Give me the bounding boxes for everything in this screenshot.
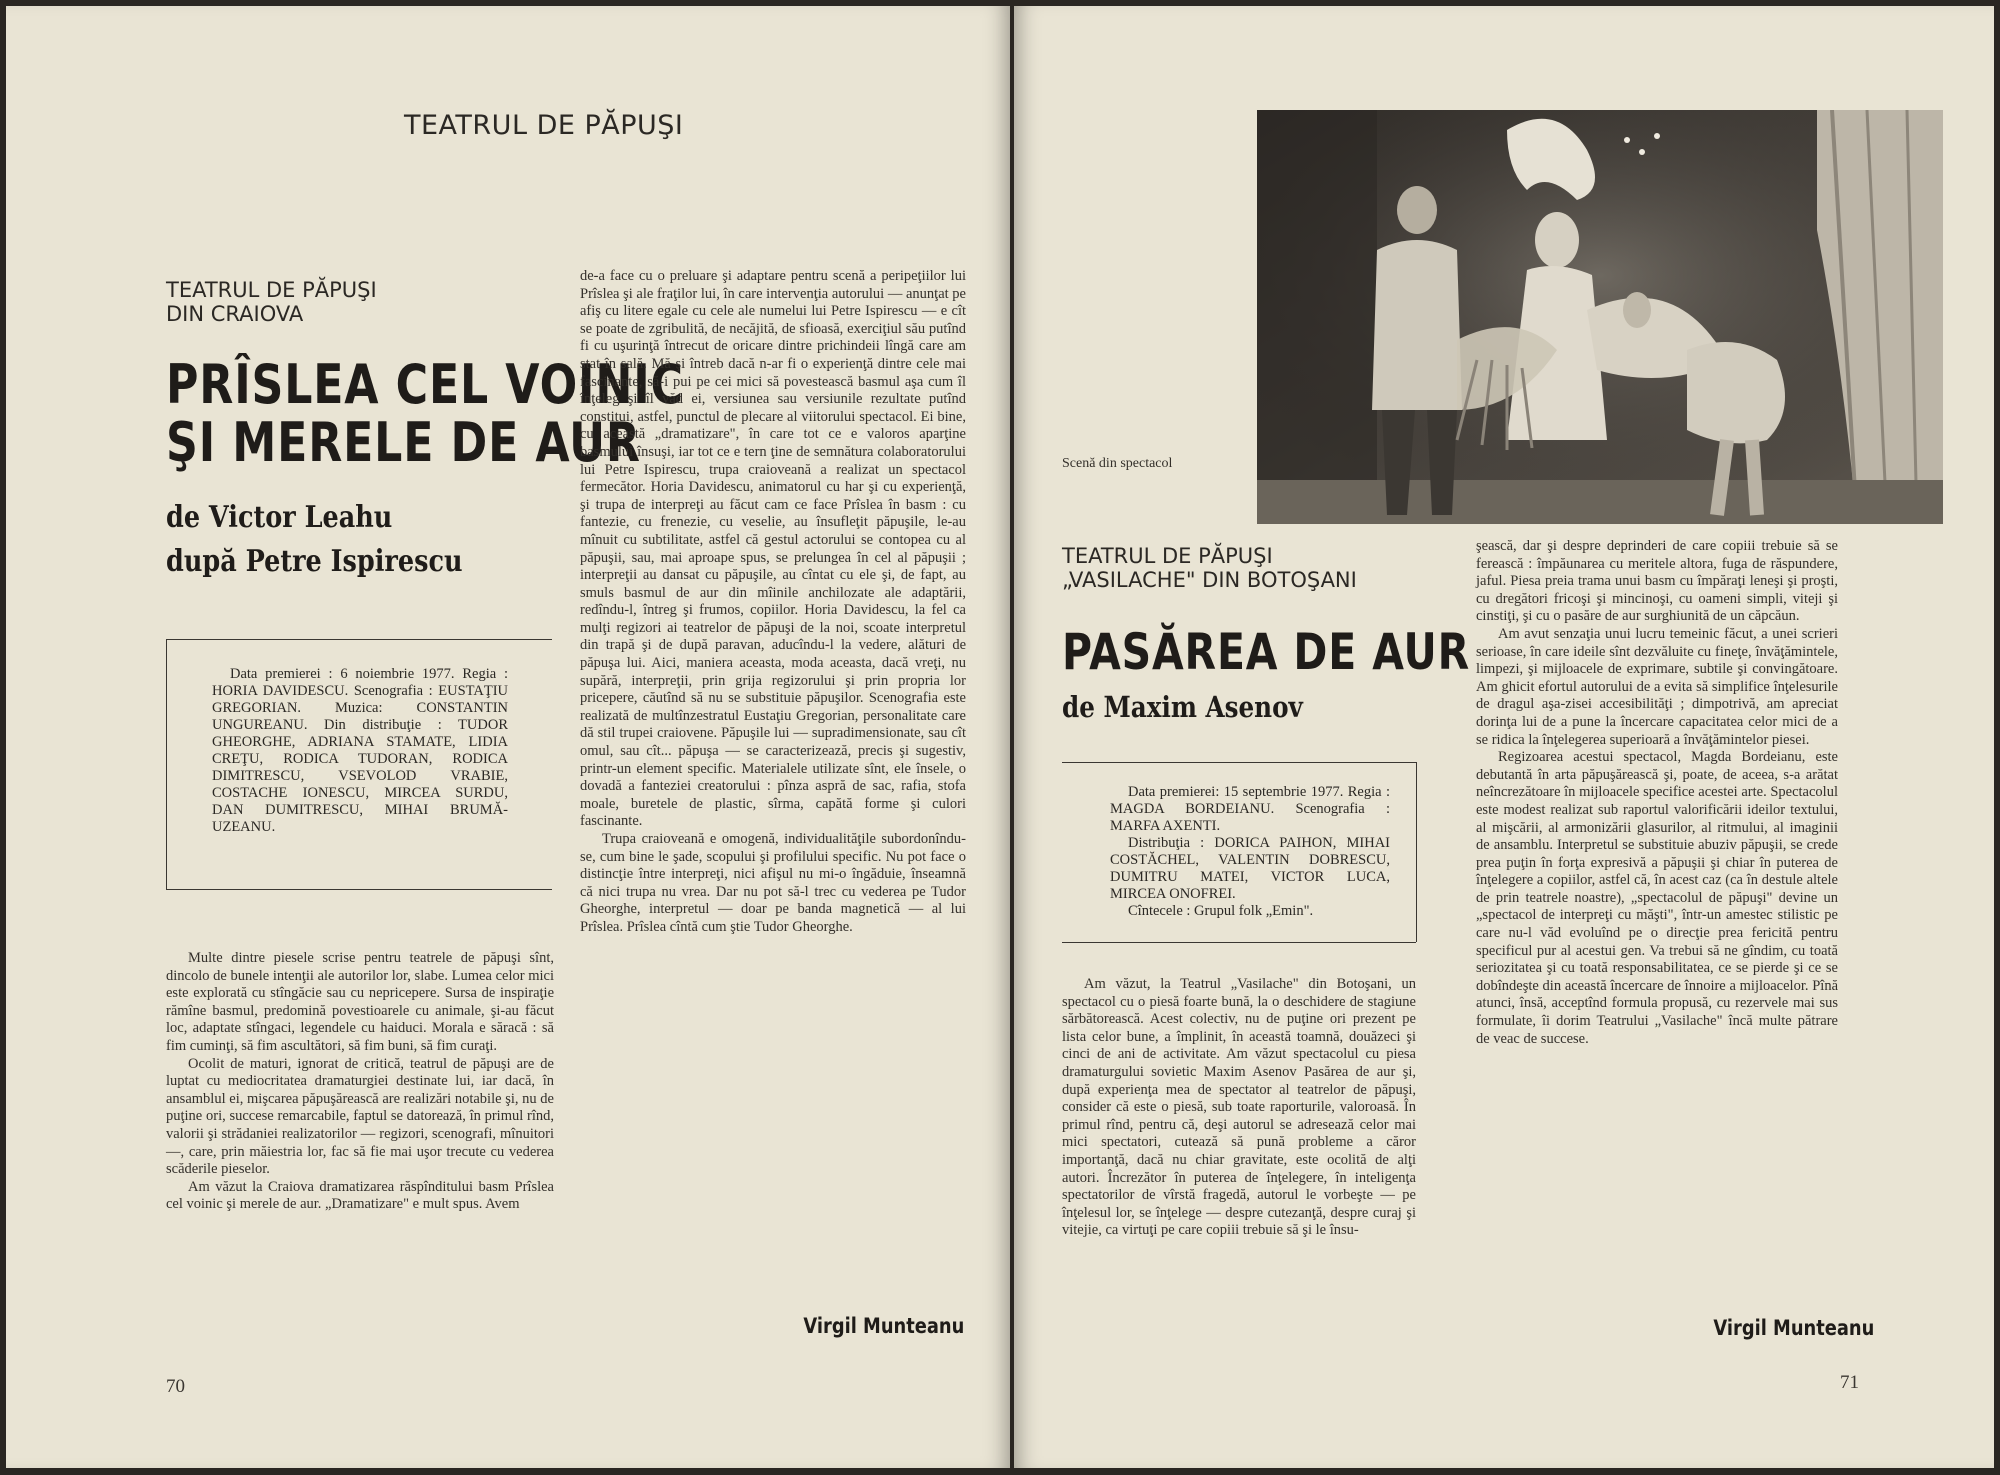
paragraph: de-a face cu o preluare şi adaptare pentru scenă a peripeţiilor lui Prîslea şi ale fraţilor lui, în care intervenţia autorului — anunţat pe afiş cu litere egale cu cele ale numelui lui Petre Ispirescu — e cît se poate de zgribulită, de necăjită, de sfioasă, exerciţiul său putînd fi cu uşurinţă întrecut de oricare dintre prichindeii lîngă care am stat în sală. Mă şi întreb dacă n-ar fi o experienţă dintre cele mai fascinante, să-i pui pe cei mici să povestească basmul aşa cum îl înţeleg şi îl văd ei, versiunea sau versiunile rezultate putînd constitui, astfel, punctul de plecare al viitorului spectacol. Ei bine, cu această „dramatizare", în care tot ce e valoros aparţine basmului însuşi, iar tot ce e tern ţine de semnătura colaboratorului lui Petre Ispirescu, trupa craioveană a realizat un spectacol fermecător. Horia Davidescu, animatorul cu har şi cu experienţă, şi trupa de interpreţi au făcut cam ce face Prîslea în basm : cu fantezie, cu frenezie, cu veselie, au însufleţit păpuşile, le-au mînuit cu subtilitate, astfel că gestul actorului se contopea cu al păpuşii, sau, mai aproape spus, se prelungea în cel al păpuşii ; interpreţii au dansat cu păpuşile, au cîntat cu ele şi, de fapt, au smuls basmul de aur din mîinile anchilozate ale adaptării, redîndu-l, întreg şi frumos, copiilor. Horia Davidescu, la fel ca mulţi regizori ai teatrelor de păpuşi de la noi, scoate interpretul din trapă şi de după paravan, aducîndu-l la vedere, alături de păpuşa lui. Aici, maniera aceasta, moda aceasta, dacă vreţi, nu supără, interpreţii, prin grija regizorului şi prin propria lor pricepere, căutînd să nu se substituie păpuşilor. Scenografia este realizată de multînzestratul Eustaţiu Gregorian, personalitate care dă stil trupei craiovene. Păpuşile lui — supradimensionate, sau cît omul, sau cît... păpuşa — se caracterizează, precis şi sugestiv, printr-un element specific. Materialele utilizate sînt, ele însele, o dovadă a fanteziei creatorului : pînza aspră de sac, rafia, stofa moale, buretele de plastic, sîrma, capătă forme şi culori fascinante. — [580, 268, 966, 830]
theatre-name-line1: TEATRUL DE PĂPUŞI — [166, 278, 377, 302]
page-number: 70 — [166, 1376, 185, 1397]
credits-box — [1110, 784, 1390, 920]
paragraph: Ocolit de maturi, ignorat de critică, teatrul de păpuşi are de luptat cu mediocritatea dramaturgiei destinate lui, iar dacă, în ansamblul ei, mişcarea păpuşărească are realizări notabile şi, nu de puţine ori, succese remarcabile, faptul se datorează, în primul rînd, valorii şi strădaniei realizatorilor — regizori, scenografi, mînuitori —, care, prin măiestria lor, fac să fie mai uşor trecute cu vederea scăderile pieselor. — [166, 1055, 554, 1178]
credits-text: Data premierei: 15 septembrie 1977. Regia : MAGDA BORDEIANU. Scenografia : MARFA AXENTI. — [1110, 784, 1390, 834]
theatre-name-line2: DIN CRAIOVA — [166, 302, 304, 326]
author-byline — [166, 496, 463, 584]
paragraph: Am văzut, la Teatrul „Vasilache" din Botoşani, un spectacol cu o piesă foarte bună, la o deschidere de stagiune sărbătorească. Acest colectiv, nu de puţine ori prezent pe lista celor bune, a împlinit, în această toamnă, douăzeci şi cinci de ani de activitate. Am văzut spectacolul cu piesa dramaturgului sovietic Maxim Asenov Pasărea de aur şi, după experienţa mea de spectator al teatrelor de păpuşi, consider că este o piesă, sub toate raporturile, valoroasă. În primul rînd, pentru că, deşi autorul se adresează celor mai mici spectatori, cutează să pună probleme a căror importanţă, dacă nu chiar gravitate, este ocolită de alţi autori. Încrezător în puterea de înţelegere, în inteligenţa spectatorilor de vîrstă fragedă, autorul le vorbeşte — pe înţelesul lor, se înţelege — despre cutezanţă, despre curaj şi vitejie, ca virtuţi pe care copiii trebuie să şi le însu- — [1062, 976, 1416, 1239]
play-title-line1: PRÎSLEA CEL VOINIC — [166, 353, 684, 416]
section-header: TEATRUL DE PĂPUŞI — [404, 110, 684, 141]
play-title-line2: ŞI MERELE DE AUR — [166, 411, 641, 474]
right-page — [1014, 6, 1994, 1468]
credits-text: Data premierei : 6 noiembrie 1977. Regia : HORIA DAVIDESCU. Scenografia : EUSTAŢIU GREGORIAN. Muzica: CONSTANTIN UNGUREANU. Din distribuţie : TUDOR GHEORGHE, ADRIANA STAMATE, LIDIA CREŢU, RODICA TUDORAN, RODICA DIMITRESCU, VSEVOLOD VRABIE, COSTACHE IONESCU, MIRCEA SURDU, DAN DUMITRESCU, MIHAI BRUMĂ-UZEANU. — [212, 666, 508, 835]
credits-rule-left — [166, 639, 167, 889]
credits-rule-bottom — [1062, 942, 1416, 943]
author-signature: Virgil Munteanu — [803, 1314, 964, 1338]
page-number: 71 — [1840, 1372, 1859, 1393]
author-line2: după Petre Ispirescu — [166, 544, 463, 579]
author-byline: de Maxim Asenov — [1062, 690, 1303, 724]
author-line1: de Victor Leahu — [166, 500, 393, 535]
credits-box — [212, 666, 508, 836]
credits-rule-bottom — [166, 889, 552, 890]
play-title: PASĂREA DE AUR — [1062, 623, 1470, 681]
paragraph: şească, dar şi despre deprinderi de care copiii trebuie să se ferească : împăunarea cu meritele altora, fuga de răspundere, jaful. Piesa preia trama unui basm cu împăraţi leneşi şi proşti, cu dregători fricoşi şi mincinoşi, cu oameni simpli, viteji şi cinstiţi, şi cu o pasăre de aur surghiunită de un căpcăun. — [1476, 538, 1838, 625]
right-column-2 — [1476, 538, 1838, 1048]
credits-rule-top — [1062, 762, 1416, 763]
stage-photo — [1257, 110, 1943, 524]
author-signature: Virgil Munteanu — [1713, 1316, 1874, 1340]
stage-photo-image — [1257, 110, 1943, 524]
credits-text: Distribuţia : DORICA PAIHON, MIHAI COSTĂCHEL, VALENTIN DOBRESCU, DUMITRU MATEI, VICTOR LUCA, MIRCEA ONOFREI. — [1110, 835, 1390, 902]
paragraph: Am avut senzaţia unui lucru temeinic făcut, a unei scrieri serioase, în care ideile sînt dezvăluite cu fineţe, învăţămintele, limpezi, şi mijloacele de exprimare, subtile şi convingătoare. Am ghicit efortul autorului de a evita să simplifice înţelesurile de dragul aşa-zisei accesibilităţi ; dimpotrivă, am apreciat dorinţa lui de a pune la încercare capacitatea celor mici de a se ridica la înţelegerea superioară a învăţămintelor piesei. — [1476, 625, 1838, 748]
theatre-name — [166, 278, 377, 326]
theatre-name-line1: TEATRUL DE PĂPUŞI — [1062, 544, 1273, 568]
theatre-name — [1062, 544, 1357, 592]
credits-rule-top — [166, 639, 552, 640]
right-column-1 — [1062, 976, 1416, 1240]
left-column-1 — [166, 950, 554, 1214]
credits-rule-right — [1416, 762, 1417, 942]
theatre-name-line2: „VASILACHE" DIN BOTOŞANI — [1062, 568, 1357, 592]
paragraph: Trupa craioveană e omogenă, individualităţile subordonîndu-se, cum bine le şade, scopului şi profilului specific. Nu pot face o distincţie între interpreţi, nici afişul nu mi-o îngăduie, înseamnă că nici trupa nu vrea. Dar nu pot să-l trec cu vederea pe Tudor Gheorghe, interpretul — doar pe banda magnetică — al lui Prîslea. Prîslea cîntă cum ştie Tudor Gheorghe. — [580, 831, 966, 935]
paragraph: Am văzut la Craiova dramatizarea răspînditului basm Prîslea cel voinic şi merele de aur. „Dramatizare" e mult spus. Avem — [166, 1178, 554, 1213]
left-column-2 — [580, 268, 966, 937]
photo-caption: Scenă din spectacol — [1062, 456, 1173, 471]
paragraph: Multe dintre piesele scrise pentru teatrele de păpuşi sînt, dincolo de bunele intenţii ale autorilor lor, slabe. Lumea celor mici este explorată cu stîngăcie sau cu nepricepere. Sursa de inspiraţie rămîne basmul, predomină povestioarele cu animale, şi-au făcut loc, adaptate stîngaci, legendele cu haiduci. Morala e săracă : să fim cuminţi, să fim ascultători, să fim buni, să fim curaţi. — [166, 950, 554, 1054]
credits-text: Cîntecele : Grupul folk „Emin". — [1128, 903, 1314, 919]
paragraph: Regizoarea acestui spectacol, Magda Bordeianu, este debutantă în arta păpuşărească şi, poate, de aceea, s-a arătat neîncrezătoare în mijloacele specifice acestei arte. Spectacolul este modest realizat sub raportul valorificării ideilor textului, al mişcării, al armonizării glasurilor, al ritmului, al imaginii de ansamblu. Interpretul se substituie abuziv păpuşii, se crede prea puţin în forţa expresivă a păpuşii şi chiar în puterea de înţelegere a copiilor, astfel că, în acest caz (ca în destule altele de prin teatrele noastre), „spectacolul de păpuşi" devine un „spectacol de interpreţi cu măşti", într-un amestec stilistic pe care nu-l văd evoluînd pe o direcţie prea fericită pentru specificul pur al acestui gen. Va trebui să ne gîndim, cu toată seriozitatea şi cu toată responsabilitatea, ce se pierde şi ce se dobîndeşte din această încercare de înnoire a mijloacelor. Pînă atunci, însă, acceptînd formula propusă, cu rezervele mai sus formulate, îi dorim Teatrului „Vasilache" încă multe pătrare de veac de succese. — [1476, 749, 1838, 1047]
left-page — [6, 6, 1010, 1468]
